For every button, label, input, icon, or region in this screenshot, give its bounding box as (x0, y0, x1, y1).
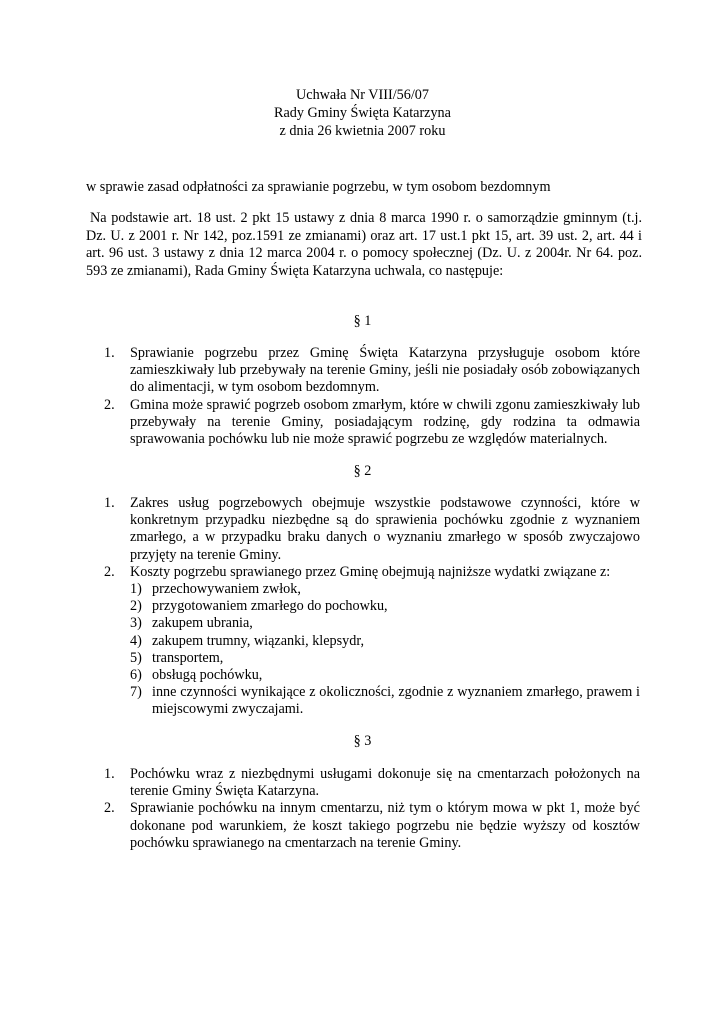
legal-basis (86, 210, 642, 280)
sub-list-item (130, 633, 640, 650)
sub-item-number: 1) (130, 581, 142, 598)
item-number: 1. (104, 495, 115, 511)
sub-item-text: transportem, (152, 649, 224, 666)
item-text: Zakres usług pogrzebowych obejmuje wszystkie podstawowe czynności, które w konkretnym przypadku niezbędne są do sprawienia pochówku zgodnie z wyznaniem zmarłego, a w przypadku braku danych o wyznaniu zmarłego w sposób zwyczajowo przyjęty na terenie Gminy. (130, 495, 640, 563)
sub-item-text: obsługą pochówku, (152, 667, 263, 684)
section-heading-2: § 2 (353, 463, 372, 479)
list-item (104, 766, 640, 800)
item-text: Sprawianie pogrzebu przez Gminę Święta Katarzyna przysługuje osobom które zamieszkiwały lub przebywały na terenie Gminy, jeśli nie posiadały osób zobowiązanych do alimentacji, w tym osobom bezdomnym. (130, 345, 640, 396)
sub-item-text: przygotowaniem zmarłego do pochowku, (152, 598, 388, 615)
sub-item-text: inne czynności wynikające z okoliczności, zgodnie z wyznaniem zmarłego, prawem i miejscowymi zwyczajami. (152, 684, 640, 718)
item-number: 2. (104, 396, 115, 413)
list-item (104, 345, 640, 397)
sub-list-item (130, 667, 640, 684)
list-item (104, 564, 640, 719)
sub-list-item (130, 615, 640, 632)
section-1-list (104, 345, 640, 448)
item-text: Koszty pogrzebu sprawianego przez Gminę obejmują najniższe wydatki związane z: (130, 563, 611, 580)
sub-item-number: 6) (130, 667, 142, 684)
sub-item-number: 4) (130, 632, 142, 649)
legal-basis-text: Na podstawie art. 18 ust. 2 pkt 15 ustawy z dnia 8 marca 1990 r. o samorządzie gminnym (t.j. Dz. U. z 2001 r. Nr 142, poz.1591 ze zmianami) oraz art. 17 ust.1 pkt 15, art. 39 ust. 2, art. 44 i art. 96 ust. 3 ustawy z dnia 12 marca 2004 r. o pomocy społecznej (Dz. U. z 2004r. Nr 64. poz. 593 ze zmianami), Rada Gminy Święta Katarzyna uchwala, co następuje: (86, 210, 642, 279)
sub-list-item (130, 650, 640, 667)
item-text: Gmina może sprawić pogrzeb osobom zmarłym, które w chwili zgonu zamieszkiwały lub przebywały na terenie Gminy, posiadającym rodzinę, gdy rodzina ta odmawia sprawowania pochówku lub nie może sprawić pogrzebu ze względów materialnych. (130, 396, 640, 448)
resolution-header (0, 86, 725, 140)
resolution-date: z dnia 26 kwietnia 2007 roku (279, 123, 446, 139)
item-number: 2. (104, 563, 115, 580)
sub-list-item (130, 581, 640, 598)
council-name: Rady Gminy Święta Katarzyna (274, 105, 451, 121)
sub-item-number: 7) (130, 684, 142, 701)
section-heading-3: § 3 (353, 733, 372, 749)
sub-list-item (130, 598, 640, 615)
item-number: 2. (104, 800, 115, 817)
section-heading-1: § 1 (353, 313, 372, 329)
sub-item-text: zakupem ubrania, (152, 615, 253, 632)
sub-item-number: 5) (130, 649, 142, 666)
section-2-list (104, 495, 640, 719)
item-number: 1. (104, 345, 115, 361)
list-item (104, 495, 640, 564)
list-item (104, 397, 640, 449)
list-item (104, 800, 640, 852)
resolution-subject: w sprawie zasad odpłatności za sprawianie pogrzebu, w tym osobom bezdomnym (86, 179, 551, 195)
section-3-list (104, 766, 640, 852)
sub-item-number: 3) (130, 615, 142, 632)
resolution-number: Uchwała Nr VIII/56/07 (296, 87, 429, 103)
sub-item-text: zakupem trumny, wiązanki, klepsydr, (152, 632, 365, 649)
sub-item-number: 2) (130, 598, 142, 615)
item-text: Sprawianie pochówku na innym cmentarzu, niż tym o którym mowa w pkt 1, może być dokonane pod warunkiem, że koszt takiego pogrzebu nie będzie wyższy od kosztów pochówku sprawianego na cmentarzach na terenie Gminy. (130, 800, 640, 851)
item-text: Pochówku wraz z niezbędnymi usługami dokonuje się na cmentarzach położonych na terenie Gminy Święta Katarzyna. (130, 766, 640, 800)
sub-list-item (130, 684, 640, 718)
item-number: 1. (104, 766, 115, 782)
sub-item-text: przechowywaniem zwłok, (152, 581, 301, 598)
